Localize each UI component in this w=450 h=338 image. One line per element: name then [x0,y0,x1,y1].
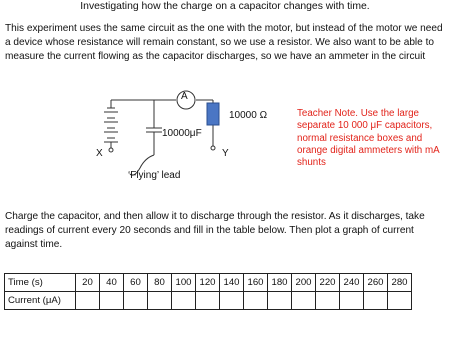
ammeter-label: A [181,91,188,102]
page-title: Investigating how the charge on a capacitor changes with time. [80,1,370,12]
time-row-header: Time (s) [5,274,76,292]
resistor-block [207,103,219,125]
time-cell: 160 [244,274,268,292]
flying-lead-label: ‘Flying’ lead [128,170,181,181]
terminal-y-label: Y [222,148,229,159]
current-cell[interactable] [172,292,196,310]
current-cell[interactable] [388,292,412,310]
terminal-x [109,148,113,152]
current-cell[interactable] [268,292,292,310]
time-row [5,274,412,292]
time-cell: 240 [340,274,364,292]
current-cell[interactable] [124,292,148,310]
teacher-note: Teacher Note. Use the large separate 10 000 μF capacitors, normal resistance boxes and orange digital ammeters with mA shunts [297,108,440,169]
current-cell[interactable] [316,292,340,310]
time-cell: 280 [388,274,412,292]
results-table [4,273,412,310]
time-cell: 120 [196,274,220,292]
time-cell: 260 [364,274,388,292]
current-row-header: Current (μA) [5,292,76,310]
time-cell: 60 [124,274,148,292]
current-cell[interactable] [76,292,100,310]
time-cell: 20 [76,274,100,292]
current-cell[interactable] [100,292,124,310]
current-row [5,292,412,310]
time-cell: 80 [148,274,172,292]
current-cell[interactable] [340,292,364,310]
time-cell: 40 [100,274,124,292]
time-cell: 100 [172,274,196,292]
time-cell: 140 [220,274,244,292]
battery [104,108,118,142]
current-cell[interactable] [244,292,268,310]
current-cell[interactable] [196,292,220,310]
current-cell[interactable] [220,292,244,310]
instructions-paragraph: Charge the capacitor, and then allow it to discharge through the resistor. As it discharges, take readings of current every 20 seconds and fill in the table below. Then plot a graph of current against time. [5,211,425,250]
capacitor-label: 10000μF [162,128,202,139]
current-cell[interactable] [292,292,316,310]
terminal-x-label: X [96,148,103,159]
current-cell[interactable] [148,292,172,310]
terminal-y [211,146,215,150]
intro-paragraph: This experiment uses the same circuit as the one with the motor, but instead of the motor we need a device whose resistance will remain constant, so we use a resistor. We also want to be able to measure the current flowing as the capacitor discharges, so we have an ammeter in the circuit [5,23,443,62]
time-cell: 180 [268,274,292,292]
current-cell[interactable] [364,292,388,310]
time-cell: 220 [316,274,340,292]
time-cell: 200 [292,274,316,292]
resistor-label: 10000 Ω [229,110,268,121]
